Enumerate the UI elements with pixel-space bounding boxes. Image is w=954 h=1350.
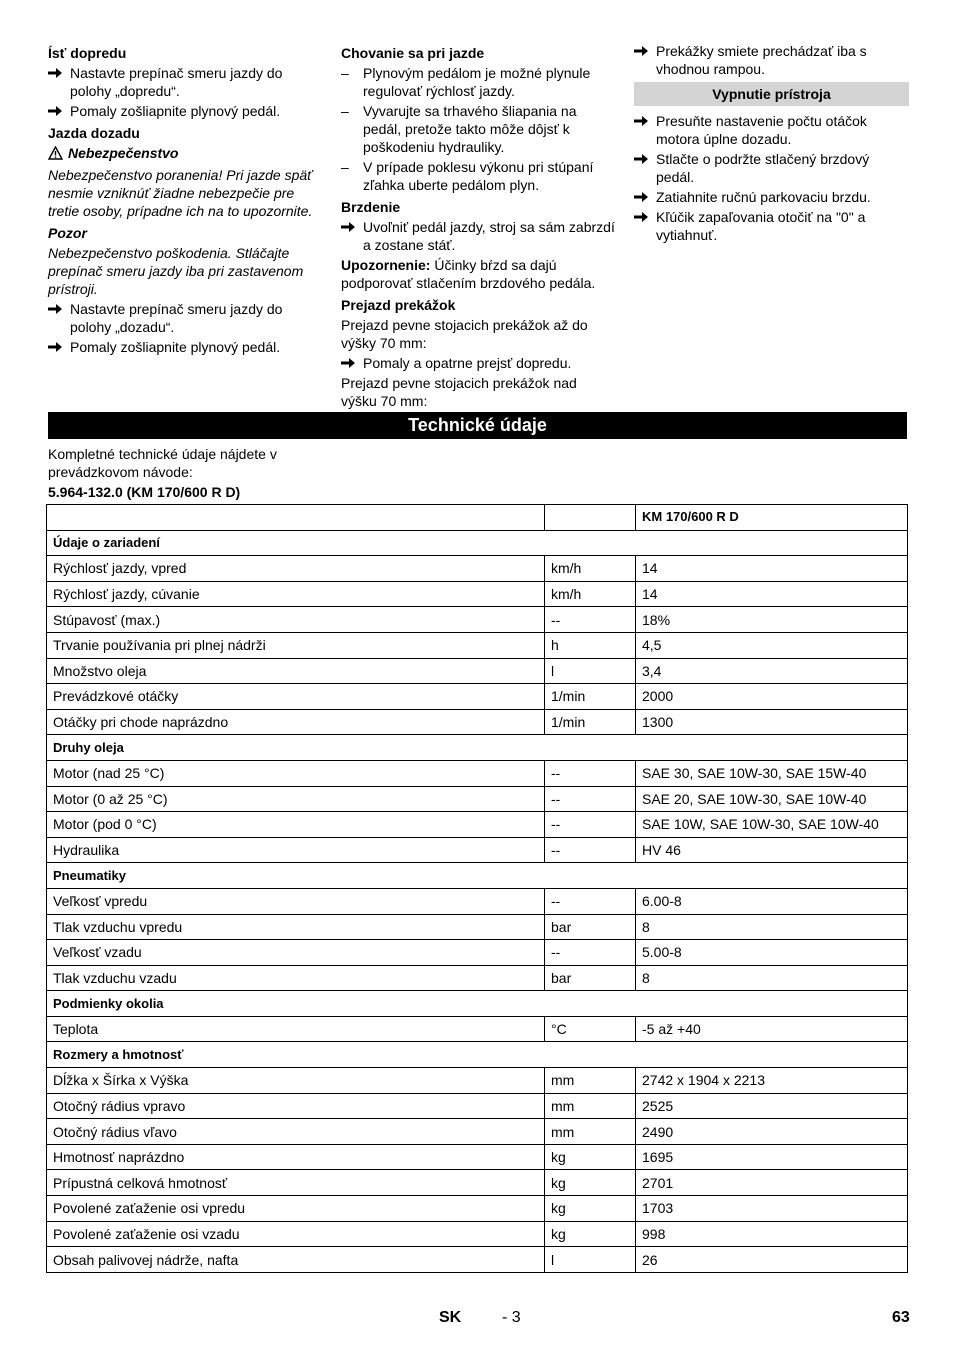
unit-cell: km/h	[545, 556, 636, 582]
label-cell: Prípustná celková hmotnosť	[47, 1170, 545, 1196]
unit-cell: mm	[545, 1068, 636, 1094]
arrow-right-icon	[48, 102, 68, 117]
value-cell: 26	[636, 1247, 908, 1273]
table-row	[47, 581, 908, 607]
value-cell: 6.00-8	[636, 888, 908, 914]
value-cell: 2525	[636, 1093, 908, 1119]
unit-cell: --	[545, 888, 636, 914]
header-cell	[545, 505, 636, 531]
unit-cell: kg	[545, 1170, 636, 1196]
unit-cell: kg	[545, 1196, 636, 1222]
step-item	[341, 354, 615, 372]
step-item	[48, 300, 320, 336]
value-cell: 5.00-8	[636, 940, 908, 966]
footer-page-number: 63	[892, 1309, 910, 1326]
label-cell: Motor (nad 25 °C)	[47, 760, 545, 786]
caution-title: Pozor	[48, 225, 87, 241]
unit-cell: kg	[545, 1221, 636, 1247]
intro-text: Kompletné technické údaje nájdete v prevádzkovom návode:	[48, 446, 277, 480]
spec-table	[46, 504, 908, 1273]
label-cell: Množstvo oleja	[47, 658, 545, 684]
heading-driving-behaviour: Chovanie sa pri jazde	[341, 45, 485, 61]
table-section-row	[47, 991, 908, 1017]
obstacle-text-1: Prejazd pevne stojacich prekážok až do výšky 70 mm:	[341, 317, 588, 351]
table-row	[47, 1221, 908, 1247]
table-row	[47, 914, 908, 940]
label-cell: Povolené zaťaženie osi vpredu	[47, 1196, 545, 1222]
step-text: Kľúčik zapaľovania otočiť na "0" a vytiahnuť.	[656, 209, 866, 243]
arrow-right-icon	[48, 338, 68, 353]
dash-text: Plynovým pedálom je možné plynule regulovať rýchlosť jazdy.	[363, 65, 591, 99]
step-item	[48, 338, 320, 356]
danger-title: Nebezpečenstvo	[68, 145, 179, 161]
step-text: Zatiahnite ručnú parkovaciu brzdu.	[656, 189, 871, 205]
unit-cell: --	[545, 786, 636, 812]
arrow-right-icon	[634, 150, 654, 165]
obstacle-text-2: Prejazd pevne stojacich prekážok nad výšku 70 mm:	[341, 375, 577, 409]
column-3	[634, 42, 909, 246]
step-item	[634, 42, 909, 78]
label-cell: Otočný rádius vľavo	[47, 1119, 545, 1145]
step-text: Pomaly a opatrne prejsť dopredu.	[363, 355, 572, 371]
danger-text: Nebezpečenstvo poranenia! Pri jazde späť nesmie vzniknúť žiadne nebezpečie pre tretie osoby, prípadne ich na to upozornite.	[48, 167, 313, 219]
table-section-row	[47, 1042, 908, 1068]
dash-marker: –	[341, 103, 349, 119]
step-text: Stlačte o podržte stlačený brzdový pedál.	[656, 151, 870, 185]
step-item	[634, 188, 909, 206]
intro	[48, 445, 328, 501]
label-cell: Otočný rádius vpravo	[47, 1093, 545, 1119]
table-row	[47, 684, 908, 710]
unit-cell: °C	[545, 1016, 636, 1042]
table-row	[47, 888, 908, 914]
label-cell: Veľkosť vzadu	[47, 940, 545, 966]
step-item	[634, 150, 909, 186]
step-item	[48, 102, 320, 120]
value-cell: 2490	[636, 1119, 908, 1145]
heading-obstacles: Prejazd prekážok	[341, 297, 456, 313]
label-cell: Motor (0 až 25 °C)	[47, 786, 545, 812]
value-cell: 3,4	[636, 658, 908, 684]
step-text: Nastavte prepínač smeru jazdy do polohy „dozadu“.	[70, 301, 283, 335]
warning-triangle-icon	[48, 146, 63, 164]
table-row	[47, 1196, 908, 1222]
dash-text: Vyvarujte sa trhavého šliapania na pedál, pretože takto môže dôjsť k poškodeniu hydrauliky.	[363, 103, 577, 155]
step-item	[634, 112, 909, 148]
heading-braking: Brzdenie	[341, 199, 401, 215]
note	[341, 256, 615, 292]
model-number: 5.964-132.0 (KM 170/600 R D)	[48, 484, 241, 500]
table-row	[47, 1119, 908, 1145]
table-row	[47, 1247, 908, 1273]
heading-forward: Ísť dopredu	[48, 45, 127, 61]
value-cell: 14	[636, 581, 908, 607]
footer-section-page: - 3	[502, 1309, 521, 1326]
unit-cell: kg	[545, 1144, 636, 1170]
table-row	[47, 786, 908, 812]
label-cell: Trvanie používania pri plnej nádrži	[47, 632, 545, 658]
header-cell: KM 170/600 R D	[636, 505, 908, 531]
label-cell: Obsah palivovej nádrže, nafta	[47, 1247, 545, 1273]
unit-cell: --	[545, 760, 636, 786]
value-cell: 14	[636, 556, 908, 582]
value-cell: 2742 x 1904 x 2213	[636, 1068, 908, 1094]
arrow-right-icon	[634, 112, 654, 127]
step-item	[48, 64, 320, 100]
spec-table-body	[47, 505, 908, 1273]
dash-item	[341, 64, 615, 100]
unit-cell: l	[545, 658, 636, 684]
label-cell: Rýchlosť jazdy, vpred	[47, 556, 545, 582]
value-cell: -5 až +40	[636, 1016, 908, 1042]
value-cell: 1695	[636, 1144, 908, 1170]
arrow-right-icon	[634, 208, 654, 223]
section-cell: Pneumatiky	[47, 863, 908, 889]
step-item	[341, 218, 615, 254]
step-text: Prekážky smiete prechádzať iba s vhodnou rampou.	[656, 43, 867, 77]
label-cell: Prevádzkové otáčky	[47, 684, 545, 710]
arrow-right-icon	[48, 300, 68, 315]
table-row	[47, 1093, 908, 1119]
unit-cell: bar	[545, 914, 636, 940]
unit-cell: --	[545, 812, 636, 838]
label-cell: Tlak vzduchu vzadu	[47, 965, 545, 991]
label-cell: Veľkosť vpredu	[47, 888, 545, 914]
caution-text: Nebezpečenstvo poškodenia. Stláčajte prepínač smeru jazdy iba pri zastavenom prístroji.	[48, 245, 304, 297]
table-section-row	[47, 530, 908, 556]
arrow-right-icon	[341, 354, 361, 369]
step-text: Nastavte prepínač smeru jazdy do polohy „dopredu“.	[70, 65, 283, 99]
heading-reverse: Jazda dozadu	[48, 125, 140, 141]
value-cell: SAE 30, SAE 10W-30, SAE 15W-40	[636, 760, 908, 786]
label-cell: Hydraulika	[47, 837, 545, 863]
table-header-row	[47, 505, 908, 531]
value-cell: 1300	[636, 709, 908, 735]
note-text: Účinky bŕzd sa dajú podporovať stlačením brzdového pedála.	[341, 257, 596, 291]
footer-language: SK	[439, 1309, 462, 1326]
label-cell: Motor (pod 0 °C)	[47, 812, 545, 838]
unit-cell: --	[545, 607, 636, 633]
dash-marker: –	[341, 65, 349, 81]
unit-cell: h	[545, 632, 636, 658]
value-cell: 2701	[636, 1170, 908, 1196]
label-cell: Otáčky pri chode naprázdno	[47, 709, 545, 735]
label-cell: Teplota	[47, 1016, 545, 1042]
value-cell: 18%	[636, 607, 908, 633]
column-2	[341, 42, 615, 412]
table-row	[47, 940, 908, 966]
unit-cell: --	[545, 940, 636, 966]
danger-title-row	[48, 144, 320, 164]
dash-marker: –	[341, 159, 349, 175]
unit-cell: bar	[545, 965, 636, 991]
arrow-right-icon	[341, 218, 361, 233]
table-row	[47, 965, 908, 991]
note-label: Upozornenie:	[341, 257, 431, 273]
unit-cell: km/h	[545, 581, 636, 607]
label-cell: Dĺžka x Šírka x Výška	[47, 1068, 545, 1094]
table-row	[47, 1170, 908, 1196]
step-text: Presuňte nastavenie počtu otáčok motora úplne dozadu.	[656, 113, 867, 147]
section-cell: Druhy oleja	[47, 735, 908, 761]
dash-text: V prípade poklesu výkonu pri stúpaní zľahka uberte pedálom plyn.	[363, 159, 594, 193]
section-cell: Rozmery a hmotnosť	[47, 1042, 908, 1068]
table-row	[47, 760, 908, 786]
unit-cell: 1/min	[545, 709, 636, 735]
value-cell: 8	[636, 965, 908, 991]
table-row	[47, 658, 908, 684]
value-cell: 4,5	[636, 632, 908, 658]
value-cell: 998	[636, 1221, 908, 1247]
value-cell: 1703	[636, 1196, 908, 1222]
step-text: Uvoľniť pedál jazdy, stroj sa sám zabrzdí a zostane stáť.	[363, 219, 615, 253]
value-cell: SAE 20, SAE 10W-30, SAE 10W-40	[636, 786, 908, 812]
section-cell: Údaje o zariadení	[47, 530, 908, 556]
label-cell: Rýchlosť jazdy, cúvanie	[47, 581, 545, 607]
dash-item	[341, 158, 615, 194]
dash-item	[341, 102, 615, 156]
table-section-row	[47, 735, 908, 761]
label-cell: Povolené zaťaženie osi vzadu	[47, 1221, 545, 1247]
label-cell: Hmotnosť naprázdno	[47, 1144, 545, 1170]
table-row	[47, 1144, 908, 1170]
section-cell: Podmienky okolia	[47, 991, 908, 1017]
unit-cell: l	[545, 1247, 636, 1273]
arrow-right-icon	[48, 64, 68, 79]
heading-switch-off: Vypnutie prístroja	[634, 82, 909, 106]
section-title-bar: Technické údaje	[48, 412, 907, 439]
step-text: Pomaly zošliapnite plynový pedál.	[70, 103, 281, 119]
label-cell: Stúpavosť (max.)	[47, 607, 545, 633]
value-cell: 8	[636, 914, 908, 940]
table-row	[47, 1068, 908, 1094]
table-row	[47, 632, 908, 658]
step-text: Pomaly zošliapnite plynový pedál.	[70, 339, 281, 355]
unit-cell: mm	[545, 1093, 636, 1119]
value-cell: HV 46	[636, 837, 908, 863]
unit-cell: --	[545, 837, 636, 863]
label-cell: Tlak vzduchu vpredu	[47, 914, 545, 940]
column-1	[48, 42, 320, 358]
step-item	[634, 208, 909, 244]
table-row	[47, 812, 908, 838]
unit-cell: 1/min	[545, 684, 636, 710]
unit-cell: mm	[545, 1119, 636, 1145]
value-cell: SAE 10W, SAE 10W-30, SAE 10W-40	[636, 812, 908, 838]
table-row	[47, 709, 908, 735]
table-row	[47, 607, 908, 633]
table-row	[47, 837, 908, 863]
value-cell: 2000	[636, 684, 908, 710]
table-row	[47, 1016, 908, 1042]
arrow-right-icon	[634, 188, 654, 203]
header-cell	[47, 505, 545, 531]
table-row	[47, 556, 908, 582]
table-section-row	[47, 863, 908, 889]
arrow-right-icon	[634, 42, 654, 57]
